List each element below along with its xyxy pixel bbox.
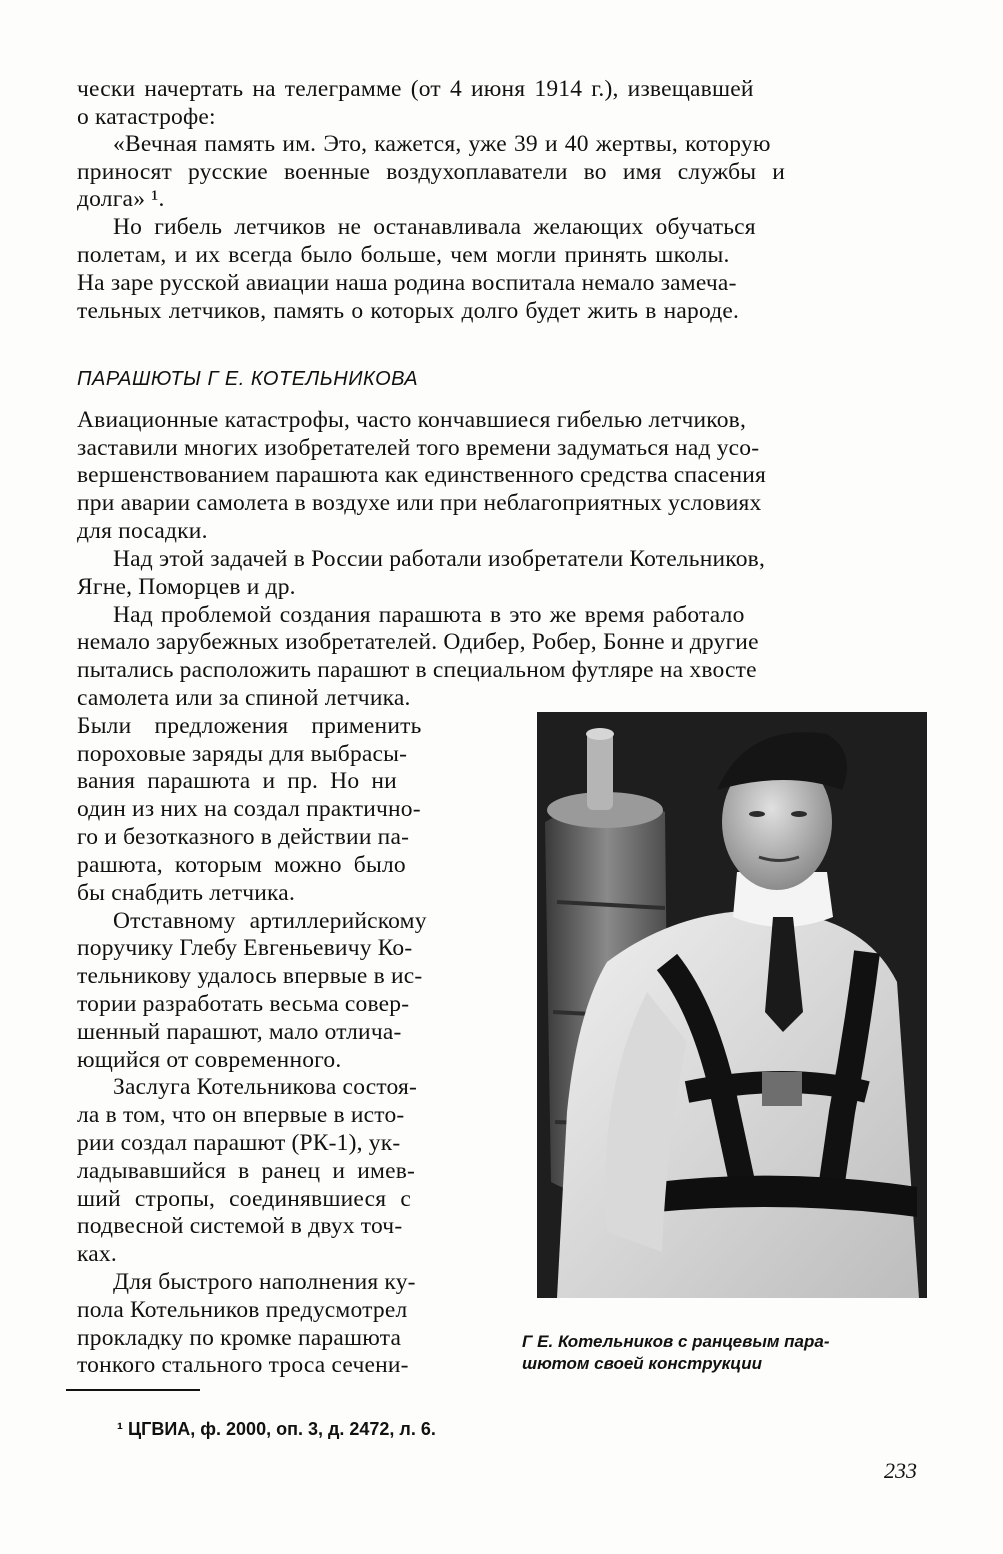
column-line: прокладку по кромке парашюта	[77, 1325, 402, 1351]
text-line: полетам, и их всегда было больше, чем могли принять школы.	[77, 242, 730, 268]
column-line: го и безотказного в действии па-	[77, 824, 410, 850]
column-line: подвесной системой в двух точ-	[77, 1213, 403, 1239]
column-line: тонкого стального троса сечени-	[77, 1352, 409, 1378]
column-line: Отставному артиллерийскому	[113, 908, 427, 934]
column-line: рии создал парашют (РК-1), ук-	[77, 1130, 401, 1156]
quote-line: «Вечная память им. Это, кажется, уже 39 и 40 жертвы, которую	[113, 131, 771, 157]
quote-line: приносят русские военные воздухоплаватели во имя службы и	[77, 159, 786, 185]
photo-caption: шютом своей конструкции	[522, 1354, 763, 1373]
text-line: для посадки.	[77, 518, 208, 544]
text-line: пытались расположить парашют в специальном футляре на хвосте	[77, 657, 757, 683]
footnote: ¹ ЦГВИА, ф. 2000, оп. 3, д. 2472, л. 6.	[117, 1419, 436, 1439]
column-line: рашюта, которым можно было	[77, 852, 406, 878]
text-line: немало зарубежных изобретателей. Одибер, Робер, Бонне и другие	[77, 629, 759, 655]
text-line: На заре русской авиации наша родина воспитала немало замеча-	[77, 270, 737, 296]
column-line: ющийся от современного.	[77, 1047, 342, 1073]
column-line: ший стропы, соединявшиеся с	[77, 1186, 411, 1212]
section-heading: ПАРАШЮТЫ Г Е. КОТЕЛЬНИКОВА	[77, 368, 419, 390]
column-line: бы снабдить летчика.	[77, 880, 296, 906]
text-line: Ягне, Поморцев и др.	[77, 574, 296, 600]
column-line: поручику Глебу Евгеньевичу Ко-	[77, 935, 413, 961]
text-line: тельных летчиков, память о которых долго будет жить в народе.	[77, 298, 740, 324]
text-line: самолета или за спиной летчика.	[77, 685, 411, 711]
text-line: Авиационные катастрофы, часто кончавшиеся гибелью летчиков,	[77, 407, 747, 433]
portrait-photo-drawing	[537, 712, 927, 1298]
text-line: заставили многих изобретателей того времени задуматься над усо-	[77, 435, 760, 461]
text-line: при аварии самолета в воздухе или при неблагоприятных условиях	[77, 490, 762, 516]
quote-line: долга» ¹.	[77, 186, 165, 212]
column-line: Заслуга Котельникова состоя-	[113, 1074, 418, 1100]
column-line: ла в том, что он впервые в исто-	[77, 1102, 405, 1128]
text-line: Над этой задачей в России работали изобретатели Котельников,	[113, 546, 766, 572]
column-line: тельникову удалось впервые в ис-	[77, 963, 423, 989]
portrait-photo	[537, 712, 927, 1298]
column-line: вания парашюта и пр. Но ни	[77, 768, 397, 794]
column-line: пола Котельников предусмотрел	[77, 1297, 408, 1323]
text-line: чески начертать на телеграмме (от 4 июня 1914 г.), извещавшей	[77, 76, 754, 102]
column-line: один из них на создал практично-	[77, 796, 421, 822]
photo-caption: Г Е. Котельников с ранцевым пара-	[522, 1332, 830, 1351]
footnote-divider	[66, 1389, 200, 1391]
column-line: ках.	[77, 1241, 117, 1267]
page-number: 233	[884, 1458, 917, 1483]
column-line: Для быстрого наполнения ку-	[113, 1269, 416, 1295]
text-line: вершенствованием парашюта как единственного средства спасения	[77, 462, 767, 488]
text-line: о катастрофе:	[77, 104, 216, 130]
text-line: Но гибель летчиков не останавливала желающих обучаться	[113, 214, 756, 240]
column-line: шенный парашют, мало отлича-	[77, 1019, 402, 1045]
column-line: тории разработать весьма совер-	[77, 991, 410, 1017]
column-line: Были предложения применить	[77, 713, 422, 739]
column-line: ладывавшийся в ранец и имев-	[77, 1158, 416, 1184]
column-line: пороховые заряды для выбрасы-	[77, 741, 408, 767]
text-line: Над проблемой создания парашюта в это же время работало	[113, 602, 745, 628]
